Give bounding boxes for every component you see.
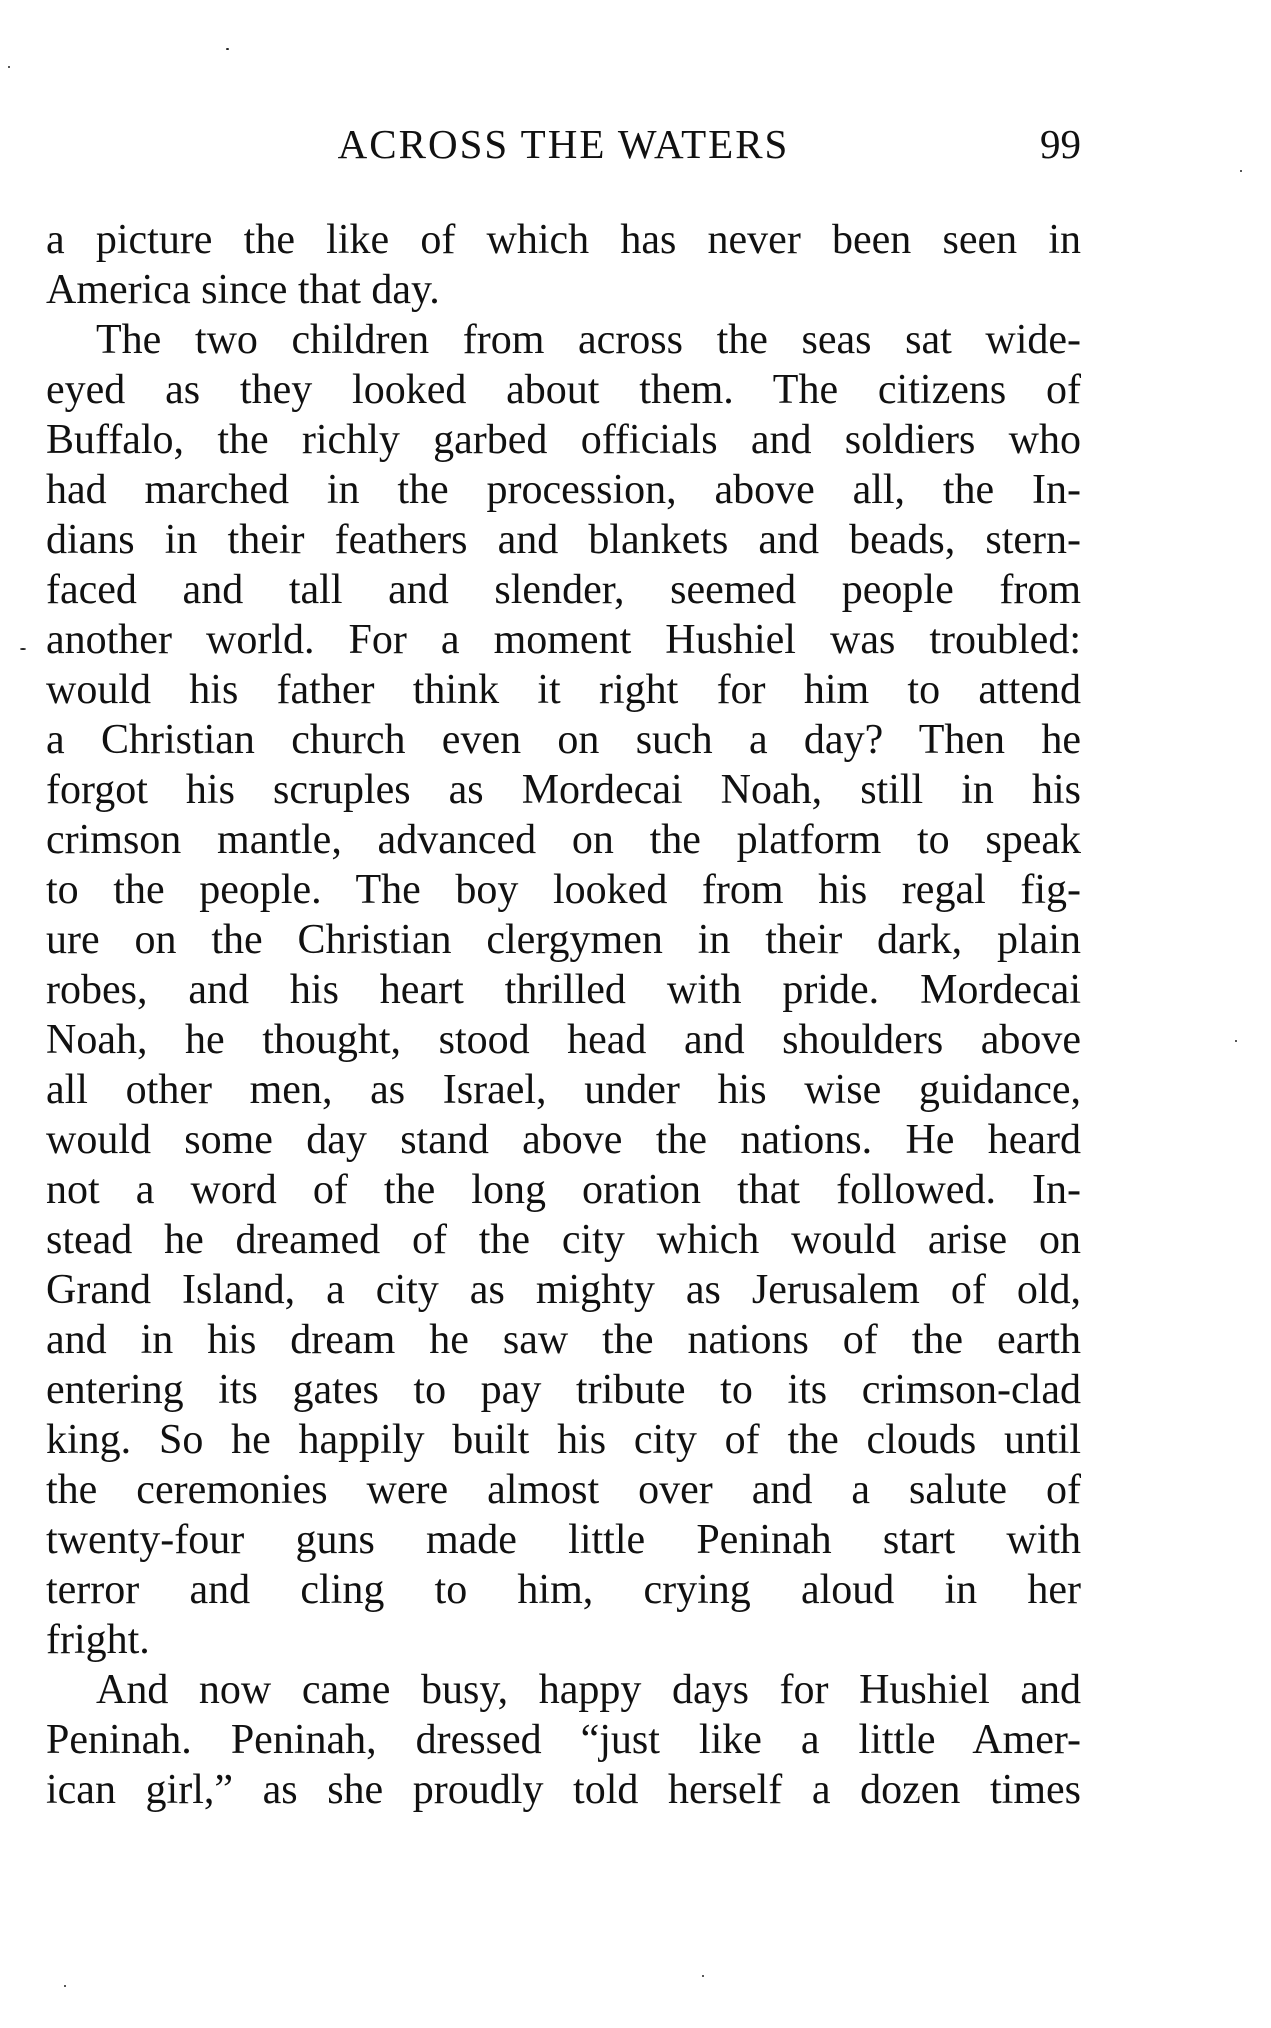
text-line: Noah, he thought, stood head and shoulders above (46, 1017, 1081, 1063)
scan-speck (1240, 170, 1242, 172)
text-line: ure on the Christian clergymen in their dark, plain (46, 917, 1081, 963)
page-number: 99 (1040, 121, 1081, 167)
text-line: Peninah. Peninah, dressed “just like a little Amer- (46, 1717, 1081, 1763)
text-line: America since that day. (46, 267, 440, 313)
text-line: dians in their feathers and blankets and beads, stern- (46, 517, 1081, 563)
text-line: crimson mantle, advanced on the platform to speak (46, 817, 1081, 863)
text-line: And now came busy, happy days for Hushiel and (96, 1667, 1081, 1713)
text-line: and in his dream he saw the nations of the earth (46, 1317, 1081, 1363)
text-line: eyed as they looked about them. The citizens of (46, 367, 1081, 413)
scan-speck (226, 48, 229, 50)
text-line: would some day stand above the nations. He heard (46, 1117, 1081, 1163)
running-head (46, 118, 1081, 170)
text-line: Grand Island, a city as mighty as Jerusalem of old, (46, 1267, 1081, 1313)
text-line: ican girl,” as she proudly told herself a dozen times (46, 1767, 1081, 1813)
text-line: had marched in the procession, above all, the In- (46, 467, 1081, 513)
scan-speck (20, 648, 26, 650)
text-line: faced and tall and slender, seemed people from (46, 567, 1081, 613)
text-line: Buffalo, the richly garbed officials and soldiers who (46, 417, 1081, 463)
text-line: terror and cling to him, crying aloud in her (46, 1567, 1081, 1613)
text-line: stead he dreamed of the city which would arise on (46, 1217, 1081, 1263)
text-line: not a word of the long oration that followed. In- (46, 1167, 1081, 1213)
text-line: would his father think it right for him to attend (46, 667, 1081, 713)
text-line: the ceremonies were almost over and a salute of (46, 1467, 1081, 1513)
scan-speck (8, 66, 10, 68)
text-line: forgot his scruples as Mordecai Noah, still in his (46, 767, 1081, 813)
scan-speck (702, 1975, 704, 1977)
scan-speck (1235, 1040, 1237, 1042)
text-line: The two children from across the seas sat wide- (96, 317, 1081, 363)
scan-speck (64, 1985, 66, 1987)
running-title: ACROSS THE WATERS (337, 121, 790, 167)
text-line: all other men, as Israel, under his wise guidance, (46, 1067, 1081, 1113)
text-line: to the people. The boy looked from his regal fig- (46, 867, 1081, 913)
text-line: another world. For a moment Hushiel was troubled: (46, 617, 1081, 663)
text-line: robes, and his heart thrilled with pride. Mordecai (46, 967, 1081, 1013)
text-line: fright. (46, 1617, 150, 1663)
text-line: king. So he happily built his city of the clouds until (46, 1417, 1081, 1463)
text-line: entering its gates to pay tribute to its crimson-clad (46, 1367, 1081, 1413)
body-text (46, 215, 1081, 1815)
text-line: twenty-four guns made little Peninah start with (46, 1517, 1081, 1563)
text-line: a Christian church even on such a day? Then he (46, 717, 1081, 763)
text-line: a picture the like of which has never been seen in (46, 217, 1081, 263)
